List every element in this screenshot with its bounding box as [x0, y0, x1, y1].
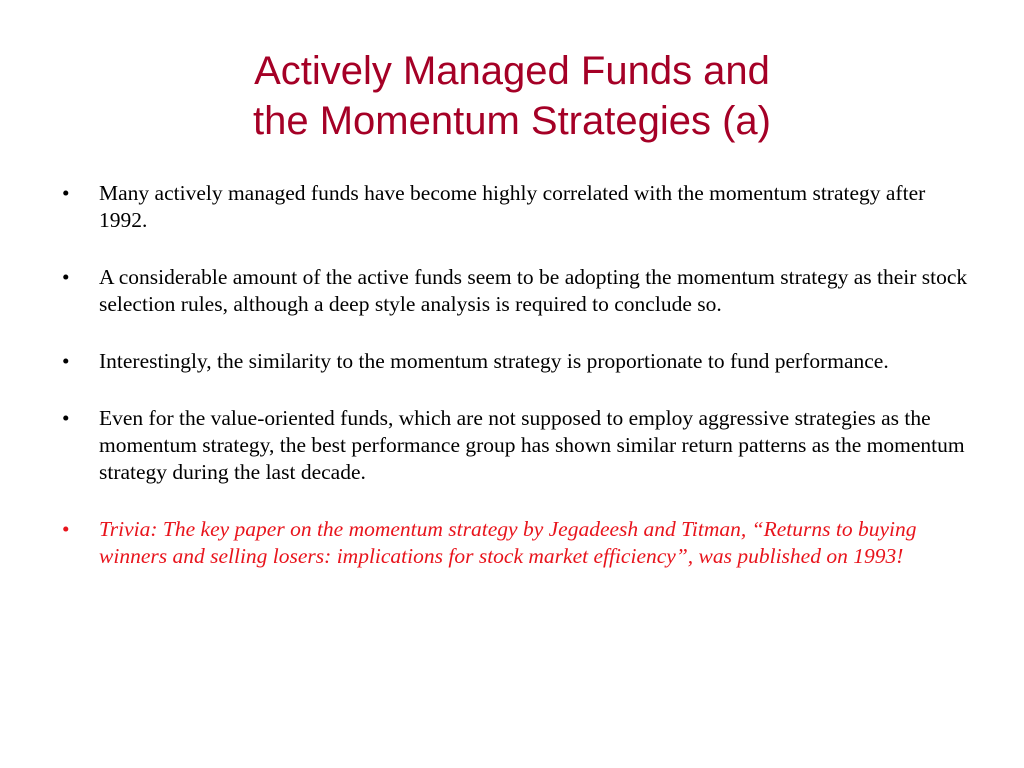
- trivia-text: Trivia: The key paper on the momentum strategy by Jegadeesh and Titman, “Returns to buying winners and selling losers: implications for stock market efficiency”, was published on 1993!: [99, 517, 917, 568]
- bullet-text: Even for the value-oriented funds, which are not supposed to employ aggressive strategies as the momentum strategy, the best performance group has shown similar return patterns as the momentum strategy during the last decade.: [99, 406, 965, 484]
- slide-title: [0, 46, 1024, 146]
- bullet-dot-icon: •: [62, 181, 70, 205]
- title-line-1: Actively Managed Funds and: [254, 49, 770, 93]
- bullet-dot-icon: •: [62, 265, 70, 289]
- title-line-2: the Momentum Strategies (a): [253, 99, 771, 143]
- bullet-item: [62, 264, 972, 318]
- bullet-text: A considerable amount of the active funds seem to be adopting the momentum strategy as their stock selection rules, although a deep style analysis is required to conclude so.: [99, 265, 968, 316]
- bullet-text: Many actively managed funds have become highly correlated with the momentum strategy after 1992.: [99, 181, 926, 232]
- bullet-item: [62, 348, 972, 375]
- bullet-item: [62, 180, 972, 234]
- bullet-text: Interestingly, the similarity to the momentum strategy is proportionate to fund performance.: [99, 349, 889, 373]
- bullet-dot-icon: •: [62, 406, 70, 430]
- bullet-item: [62, 405, 972, 486]
- bullet-list: [62, 180, 972, 600]
- trivia-bullet-item: [62, 516, 972, 570]
- bullet-dot-icon: •: [62, 349, 70, 373]
- bullet-dot-icon: •: [62, 517, 70, 541]
